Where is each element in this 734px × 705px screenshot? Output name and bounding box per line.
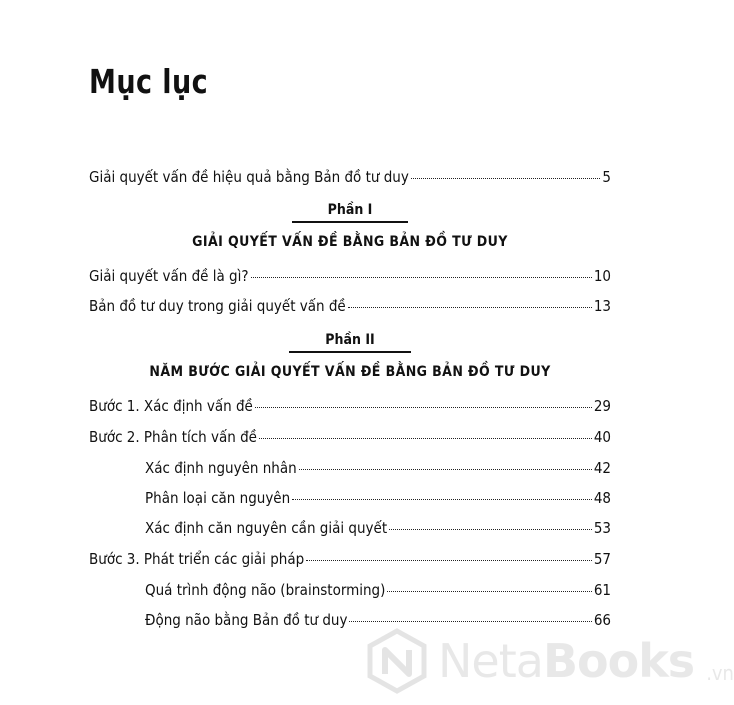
toc-entry-label: Giải quyết vấn đề là gì? [89,267,249,285]
toc-entry-label: Giải quyết vấn đề hiệu quả bằng Bản đồ tư duy [89,168,409,186]
toc-entry-label: Bước 2. Phân tích vấn đề [89,428,257,446]
toc-entry-label: Xác định nguyên nhân [145,459,297,477]
toc-entry-label: Bản đồ tư duy trong giải quyết vấn đề [89,297,346,315]
toc-leader-dots [349,619,591,622]
toc-entry-label: Quá trình động não (brainstorming) [145,581,386,599]
toc-leader-dots [348,305,592,308]
toc-leader-dots [306,558,592,561]
toc-entry-intro[interactable] [89,167,611,187]
part-2-title: NĂM BƯỚC GIẢI QUYẾT VẤN ĐỀ BẰNG BẢN ĐỒ TƯ DUY [149,364,551,380]
toc-entry-label: Động não bằng Bản đồ tư duy [145,611,348,629]
part-1-title: GIẢI QUYẾT VẤN ĐỀ BẰNG BẢN ĐỒ TƯ DUY [192,234,508,250]
toc-subentry[interactable] [145,518,611,538]
toc-leader-dots [251,275,592,278]
part-1-heading [0,201,700,222]
netabooks-watermark [366,625,734,697]
toc-subentry[interactable] [145,488,611,508]
toc-entry[interactable] [89,427,611,447]
part-1-label: Phần I [292,201,409,222]
toc-entry-page: 40 [593,428,611,446]
toc-leader-dots [255,405,592,408]
toc-entry-page: 42 [593,459,611,477]
toc-entry[interactable] [89,266,611,286]
toc-entry-label: Bước 1. Xác định vấn đề [89,397,253,415]
toc-entry-page: 66 [593,611,611,629]
part-2-heading [0,331,700,352]
toc-entry-page: 61 [593,581,611,599]
toc-entry-label: Phân loại căn nguyên [145,489,291,507]
part-2-label: Phần II [289,331,410,352]
toc-entry-page: 13 [593,297,611,315]
watermark-tld: .vn [706,661,734,685]
toc-entry[interactable] [89,296,611,316]
toc-entry[interactable] [89,549,611,569]
toc-entry-page: 57 [593,550,611,568]
toc-entry-page: 5 [602,168,611,186]
netabooks-logo-icon [366,628,428,694]
toc-leader-dots [411,176,601,179]
toc-entry-page: 10 [593,267,611,285]
toc-leader-dots [299,467,592,470]
toc-subentry[interactable] [145,580,611,600]
toc-entry-label: Bước 3. Phát triển các giải pháp [89,550,305,568]
toc-leader-dots [292,497,592,500]
page-title: Mục lục [89,62,209,101]
toc-subentry[interactable] [145,458,611,478]
toc-entry-label: Xác định căn nguyên cần giải quyết [145,519,388,537]
toc-entry[interactable] [89,396,611,416]
watermark-brand: NetaBooks [438,634,695,688]
toc-leader-dots [259,436,592,439]
toc-entry-page: 29 [593,397,611,415]
toc-entry-page: 48 [593,489,611,507]
toc-leader-dots [389,527,592,530]
toc-entry-page: 53 [593,519,611,537]
toc-leader-dots [387,589,591,592]
